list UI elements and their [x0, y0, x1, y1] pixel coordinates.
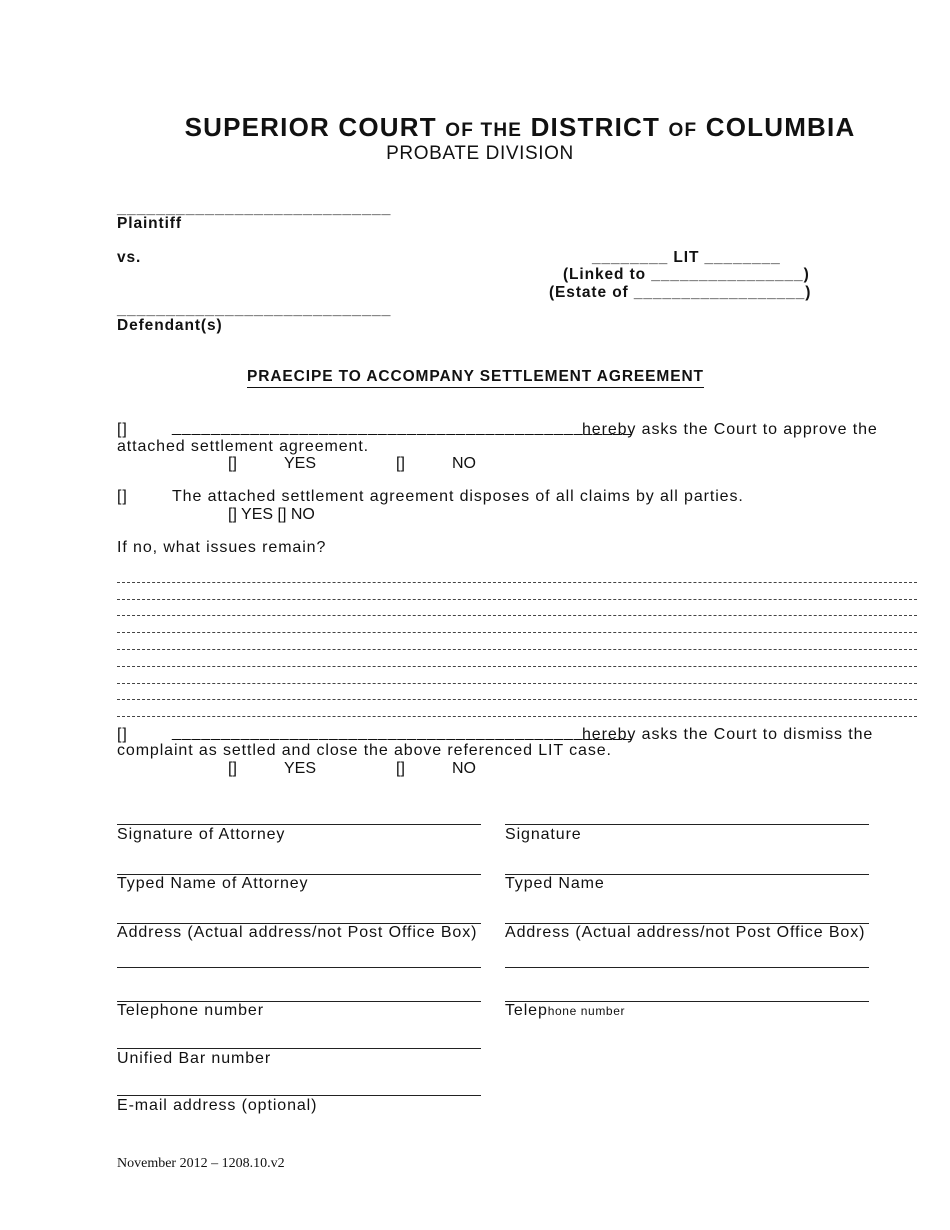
- party-address-label: Address (Actual address/not Post Office Box): [505, 924, 866, 941]
- dismiss-no-label: NO: [452, 760, 476, 777]
- court-title-part: OF: [668, 120, 698, 141]
- linked-to-field[interactable]: (Linked to ________________): [563, 266, 810, 283]
- dismiss-no-checkbox[interactable]: []: [396, 760, 405, 777]
- party-name-label: Typed Name: [505, 875, 605, 892]
- issues-answer-lines[interactable]: [117, 566, 917, 717]
- party-phone-label-part: Telep: [505, 1002, 548, 1019]
- party-phone-label-part: hone number: [547, 1004, 626, 1018]
- email-label: E-mail address (optional): [117, 1097, 318, 1114]
- answer-line[interactable]: [117, 616, 917, 633]
- party-address-line-2[interactable]: [505, 967, 869, 968]
- dismiss-checkbox[interactable]: []: [117, 726, 128, 743]
- answer-line[interactable]: [117, 600, 917, 617]
- court-title-part: COLUMBIA: [705, 112, 856, 142]
- approve-yes-label: YES: [284, 455, 317, 472]
- form-title: PRAECIPE TO ACCOMPANY SETTLEMENT AGREEMENT: [247, 368, 704, 388]
- approve-no-checkbox[interactable]: []: [396, 455, 405, 472]
- form-version-footer: November 2012 – 1208.10.v2: [117, 1156, 285, 1171]
- plaintiff-blank[interactable]: ____________________________: [117, 200, 392, 217]
- approve-checkbox[interactable]: []: [117, 421, 128, 438]
- answer-line[interactable]: [117, 583, 917, 600]
- dismiss-party-blank[interactable]: _______________________________________________: [172, 724, 633, 741]
- party-signature-line[interactable]: [505, 824, 869, 825]
- bar-number-label: Unified Bar number: [117, 1050, 272, 1067]
- party-signature-label: Signature: [505, 826, 582, 843]
- attorney-name-label: Typed Name of Attorney: [117, 875, 309, 892]
- approve-text-2: attached settlement agreement.: [117, 438, 370, 455]
- answer-line[interactable]: [117, 633, 917, 650]
- defendant-label: Defendant(s): [117, 317, 223, 334]
- dismiss-yes-label: YES: [284, 760, 317, 777]
- attorney-address-label: Address (Actual address/not Post Office Box): [117, 924, 478, 941]
- plaintiff-label: Plaintiff: [117, 215, 182, 232]
- attorney-address-line-2[interactable]: [117, 967, 481, 968]
- disposes-checkbox[interactable]: []: [117, 488, 128, 505]
- approve-text-1: hereby asks the Court to approve the: [582, 421, 878, 438]
- dismiss-text-2: complaint as settled and close the above referenced LIT case.: [117, 742, 612, 759]
- estate-of-field[interactable]: (Estate of __________________): [549, 284, 812, 301]
- answer-line[interactable]: [117, 667, 917, 684]
- court-title-part: DISTRICT: [530, 112, 661, 142]
- approve-yes-checkbox[interactable]: []: [228, 455, 237, 472]
- dismiss-yes-checkbox[interactable]: []: [228, 760, 237, 777]
- disposes-text: The attached settlement agreement disposes of all claims by all parties.: [172, 488, 744, 505]
- answer-line[interactable]: [117, 684, 917, 701]
- issues-question: If no, what issues remain?: [117, 539, 327, 556]
- approve-party-blank[interactable]: _______________________________________________: [172, 419, 633, 436]
- answer-line[interactable]: [117, 650, 917, 667]
- court-title: [0, 112, 950, 143]
- court-title-part: SUPERIOR COURT: [184, 112, 437, 142]
- attorney-signature-label: Signature of Attorney: [117, 826, 286, 843]
- defendant-blank[interactable]: ____________________________: [117, 301, 392, 318]
- bar-number-line[interactable]: [117, 1048, 481, 1049]
- email-line[interactable]: [117, 1095, 481, 1096]
- division-subtitle: PROBATE DIVISION: [386, 143, 574, 164]
- attorney-phone-label: Telephone number: [117, 1002, 264, 1019]
- attorney-signature-line[interactable]: [117, 824, 481, 825]
- lit-number-field[interactable]: ________ LIT ________: [592, 249, 781, 266]
- court-title-part: OF THE: [445, 120, 523, 141]
- disposes-options[interactable]: [] YES [] NO: [228, 506, 315, 523]
- approve-no-label: NO: [452, 455, 476, 472]
- answer-line[interactable]: [117, 566, 917, 583]
- vs-label: vs.: [117, 249, 142, 266]
- answer-line[interactable]: [117, 700, 917, 717]
- dismiss-text-1: hereby asks the Court to dismiss the: [582, 726, 874, 743]
- party-phone-label: [505, 1002, 625, 1020]
